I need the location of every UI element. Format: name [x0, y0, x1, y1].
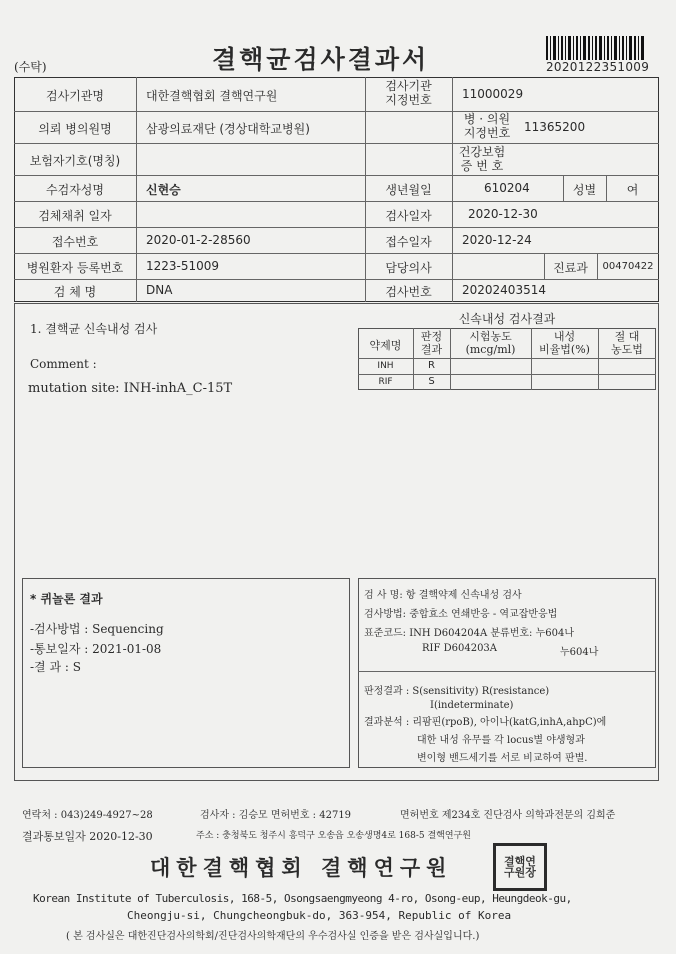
- document-title: 결핵균검사결과서: [212, 45, 430, 74]
- reg-no-label: 병원환자 등록번호: [26, 261, 124, 275]
- col-ratio-line2: 비율법(%): [539, 343, 590, 356]
- dept-label: 진료과: [553, 261, 588, 275]
- organization-name: 대한결핵협회 결핵연구원: [150, 855, 453, 880]
- col-abs-line2: 농도법: [611, 343, 643, 356]
- req-value: 삼광의료재단 (경상대학교병원): [146, 122, 310, 136]
- inst-no-label: [365, 79, 452, 107]
- sex-value: 여: [626, 183, 639, 197]
- card-label-line2: 증 번 호: [460, 159, 504, 173]
- analysis-line1: 결과분석 : 리팜핀(rpoB), 아이나(katG,inhA,ahpC)에: [364, 717, 607, 728]
- test-no-value: 20202403514: [462, 283, 546, 297]
- hosp-no-label: [452, 112, 522, 140]
- quinolone-report-date: -통보일자 : 2021-01-08: [30, 642, 162, 656]
- reg-no-value: 1223-51009: [146, 259, 220, 273]
- barcode-icon: [546, 36, 644, 60]
- receipt-no-value: 2020-01-2-28560: [146, 233, 251, 247]
- col-abs-line1: 절 대: [614, 330, 640, 343]
- analysis-line3: 변이형 밴드세기를 서로 비교하여 판별.: [417, 753, 588, 764]
- patient-label: 수검자성명: [46, 183, 104, 197]
- test-date-label: 검사일자: [385, 209, 432, 223]
- hosp-no-label-line1: 병 · 의원: [463, 112, 511, 126]
- col-judge-line1: 판정: [420, 330, 443, 343]
- birth-label: 생년월일: [385, 183, 432, 197]
- certification-note: ( 본 검사실은 대한진단검사의학회/진단검사의학재단의 우수검사실 인증을 받은 검사실입니다.): [66, 931, 480, 942]
- hosp-no-value: 11365200: [524, 120, 586, 134]
- test-no-label: 검사번호: [385, 285, 432, 299]
- collect-label: 검체채취 일자: [38, 209, 112, 223]
- comment-label: Comment :: [30, 357, 97, 371]
- specimen-value: DNA: [146, 283, 173, 297]
- col-conc-line1: 시험농도: [469, 330, 512, 343]
- col-judge: [413, 330, 450, 356]
- col-conc: [450, 330, 531, 356]
- seal-text: 결핵연구원장: [504, 855, 536, 879]
- analysis-line2: 대한 내성 유무를 각 locus별 야생형과: [417, 735, 585, 746]
- dept-value: 00470422: [602, 261, 654, 272]
- req-label: 의뢰 병의원명: [38, 122, 112, 136]
- receipt-no-label: 접수번호: [51, 235, 99, 249]
- doctor-label: 담당의사: [385, 261, 432, 275]
- row-rif-result: S: [428, 376, 435, 387]
- specimen-label: 검 체 명: [53, 285, 97, 299]
- method-class-rif: 누604나: [560, 647, 599, 658]
- official-seal: [493, 843, 547, 891]
- method-procedure: 검사방법: 중합효소 연쇄반응 - 역교잡반응법: [364, 609, 558, 620]
- col-conc-line2: (mcg/ml): [465, 343, 516, 356]
- col-abs: [598, 330, 656, 356]
- patient-value: 신현승: [146, 183, 181, 197]
- judge-line1: 판정결과 : S(sensitivity) R(resistance): [364, 686, 550, 697]
- birth-value: 610204: [484, 181, 530, 195]
- mutation-site: mutation site: INH-inhA_C-15T: [28, 381, 233, 396]
- test-heading: 1. 결핵균 신속내성 검사: [30, 322, 158, 336]
- quinolone-result: -결 과 : S: [30, 660, 81, 674]
- inst-no-label-line1: 검사기관: [385, 79, 432, 93]
- col-ratio: [531, 330, 598, 356]
- card-label-line1: 건강보험: [458, 145, 506, 159]
- col-judge-line2: 결과: [420, 343, 443, 356]
- quinolone-heading: * 퀴놀론 결과: [30, 592, 103, 606]
- method-test-name: 검 사 명: 항 결핵약제 신속내성 검사: [364, 590, 522, 601]
- barcode-number: 2020122351009: [546, 60, 650, 74]
- address: 주소 : 충청북도 청주시 흥덕구 오송읍 오송생명4로 168-5 결핵연구원: [196, 831, 471, 841]
- hosp-no-label-line2: 지정번호: [463, 126, 511, 140]
- consignment-mark: (수탁): [14, 60, 47, 74]
- col-drug: 약제명: [369, 339, 402, 352]
- sex-label: 성별: [572, 183, 597, 197]
- inst-no-value: 11000029: [462, 87, 524, 101]
- inst-value: 대한결핵협회 결핵연구원: [146, 89, 278, 103]
- test-date-value: 2020-12-30: [468, 207, 538, 221]
- row-inh-drug: INH: [377, 361, 394, 371]
- row-rif-drug: RIF: [378, 377, 393, 387]
- insured-label: 보험자기호(명칭): [29, 154, 121, 168]
- judge-line2: I(indeterminate): [430, 700, 514, 711]
- quinolone-method: -검사방법 : Sequencing: [30, 622, 164, 636]
- examiner: 검사자 : 김승모 면허번호 : 42719: [200, 810, 352, 821]
- card-label: [452, 145, 512, 173]
- method-code-rif: RIF D604203A: [422, 643, 498, 654]
- receipt-date-label: 접수일자: [385, 235, 432, 249]
- receipt-date-value: 2020-12-24: [462, 233, 532, 247]
- english-address-line1: Korean Institute of Tuberculosis, 168-5, Osongsaengmyeong 4-ro, Osong-eup, Heungdeok-gu,: [33, 892, 572, 905]
- susceptibility-title: 신속내성 검사결과: [458, 312, 556, 326]
- report-date: 결과통보일자 2020-12-30: [22, 830, 153, 843]
- inst-no-label-line2: 지정번호: [385, 93, 432, 107]
- col-ratio-line1: 내성: [553, 330, 576, 343]
- license: 면허번호 제234호 진단검사 의학과전문의 김희준: [400, 810, 616, 821]
- english-address-line2: Cheongju-si, Chungcheongbuk-do, 363-954, Republic of Korea: [127, 909, 512, 922]
- row-inh-result: R: [428, 360, 435, 371]
- contact: 연락처 : 043)249-4927~28: [22, 810, 153, 821]
- method-code-inh: 표준코드: INH D604204A 분류번호: 누604나: [364, 628, 574, 639]
- inst-label: 검사기관명: [46, 89, 104, 103]
